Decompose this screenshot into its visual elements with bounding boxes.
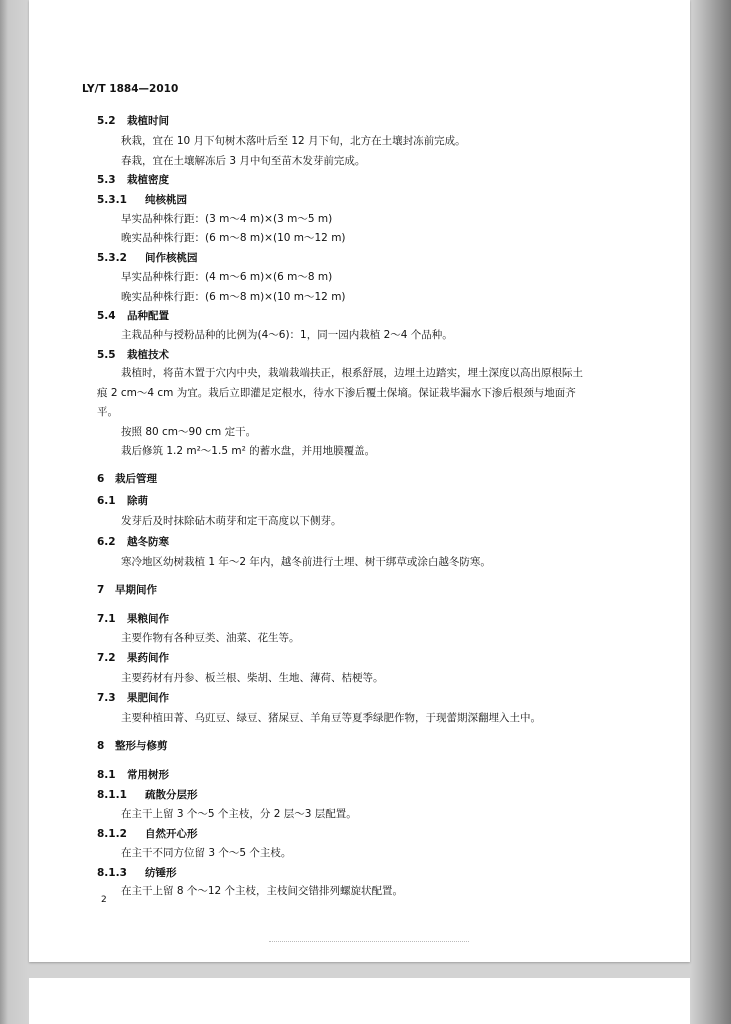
section-number: 8.1 [97,769,116,781]
body-text: 按照 80 cm～90 cm 定干。 [121,426,257,438]
section-number: 8 [97,740,105,752]
section-heading [97,829,198,840]
section-number: 5.3 [97,174,116,186]
section-title: 常用树形 [127,769,169,781]
section-title: 越冬防寒 [127,536,169,548]
body-text: 晚实品种株行距：(6 m～8 m)×(10 m～12 m) [121,232,346,244]
section-title: 果粮间作 [127,613,169,625]
chapter-heading [97,585,157,596]
page-number: 2 [101,895,107,905]
section-heading [97,770,169,781]
section-heading [97,614,169,625]
section-number: 8.1.2 [97,828,127,840]
section-title: 疏散分层形 [145,789,198,801]
body-text: 春栽，宜在土壤解冻后 3 月中旬至苗木发芽前完成。 [121,155,366,167]
section-heading [97,175,169,186]
section-title: 纺锤形 [145,867,177,879]
body-text: 在主干上留 8 个～12 个主枝，主枝间交错排列螺旋状配置。 [121,885,404,897]
section-heading [97,790,198,801]
section-heading [97,537,169,548]
section-title: 纯核桃园 [145,194,187,206]
section-number: 7 [97,584,105,596]
body-text: 在主干上留 3 个～5 个主枝，分 2 层～3 层配置。 [121,808,357,820]
section-heading [97,496,148,507]
section-number: 6.2 [97,536,116,548]
section-number: 5.3.1 [97,194,127,206]
doc-code: LY/T 1884—2010 [82,83,179,95]
next-page [29,978,690,1024]
section-heading [97,253,198,264]
section-number: 5.3.2 [97,252,127,264]
section-heading [97,195,187,206]
body-text: 寒冷地区幼树栽植 1 年～2 年内，越冬前进行土埋、树干绑草或涂白越冬防寒。 [121,556,491,568]
section-title: 整形与修剪 [115,740,168,752]
body-text: 主要种植田菁、乌豇豆、绿豆、猪屎豆、羊角豆等夏季绿肥作物，于现蕾期深翻埋入土中。 [121,712,541,724]
section-heading [97,311,169,322]
body-text: 早实品种株行距：(3 m～4 m)×(3 m～5 m) [121,213,333,225]
section-title: 栽植时间 [127,115,169,127]
section-heading [97,693,169,704]
body-text: 主栽品种与授粉品种的比例为(4～6)：1，同一园内栽植 2～4 个品种。 [121,329,453,341]
section-heading [97,116,169,127]
document-page [29,0,690,962]
body-text: 晚实品种株行距：(6 m～8 m)×(10 m～12 m) [121,291,346,303]
section-title: 间作核桃园 [145,252,198,264]
body-text: 痕 2 cm～4 cm 为宜。栽后立即灌足定根水，待水下渗后覆土保墒。保证栽毕漏水下渗后根颈与地面齐 [97,387,576,399]
section-number: 8.1.3 [97,867,127,879]
section-title: 栽后管理 [115,473,157,485]
section-number: 7.1 [97,613,116,625]
section-title: 果肥间作 [127,692,169,704]
body-text: 栽植时，将苗木置于穴内中央，栽端栽端扶正，根系舒展，边埋土边踏实，埋土深度以高出原根际土 [121,367,583,379]
body-text: 平。 [97,406,118,418]
section-number: 6.1 [97,495,116,507]
section-number: 5.4 [97,310,116,322]
section-number: 5.2 [97,115,116,127]
body-text: 发芽后及时抹除砧木萌芽和定干高度以下侧芽。 [121,515,342,527]
section-title: 栽植技术 [127,349,169,361]
section-title: 品种配置 [127,310,169,322]
bottom-divider [269,941,469,943]
section-number: 6 [97,473,105,485]
section-heading [97,350,169,361]
section-heading [97,868,177,879]
chapter-heading [97,741,168,752]
section-number: 7.3 [97,692,116,704]
body-text: 秋栽，宜在 10 月下旬树木落叶后至 12 月下旬，北方在土壤封冻前完成。 [121,135,466,147]
section-title: 除萌 [127,495,148,507]
section-heading [97,653,169,664]
section-number: 5.5 [97,349,116,361]
body-text: 主要药材有丹参、板兰根、柴胡、生地、薄荷、桔梗等。 [121,672,384,684]
section-title: 栽植密度 [127,174,169,186]
section-title: 自然开心形 [145,828,198,840]
body-text: 栽后修筑 1.2 m²～1.5 m² 的蓄水盘，并用地膜覆盖。 [121,445,376,457]
chapter-heading [97,474,157,485]
section-title: 早期间作 [115,584,157,596]
section-title: 果药间作 [127,652,169,664]
section-number: 7.2 [97,652,116,664]
body-text: 主要作物有各种豆类、油菜、花生等。 [121,632,300,644]
body-text: 早实品种株行距：(4 m～6 m)×(6 m～8 m) [121,271,333,283]
section-number: 8.1.1 [97,789,127,801]
body-text: 在主干不同方位留 3 个～5 个主枝。 [121,847,292,859]
